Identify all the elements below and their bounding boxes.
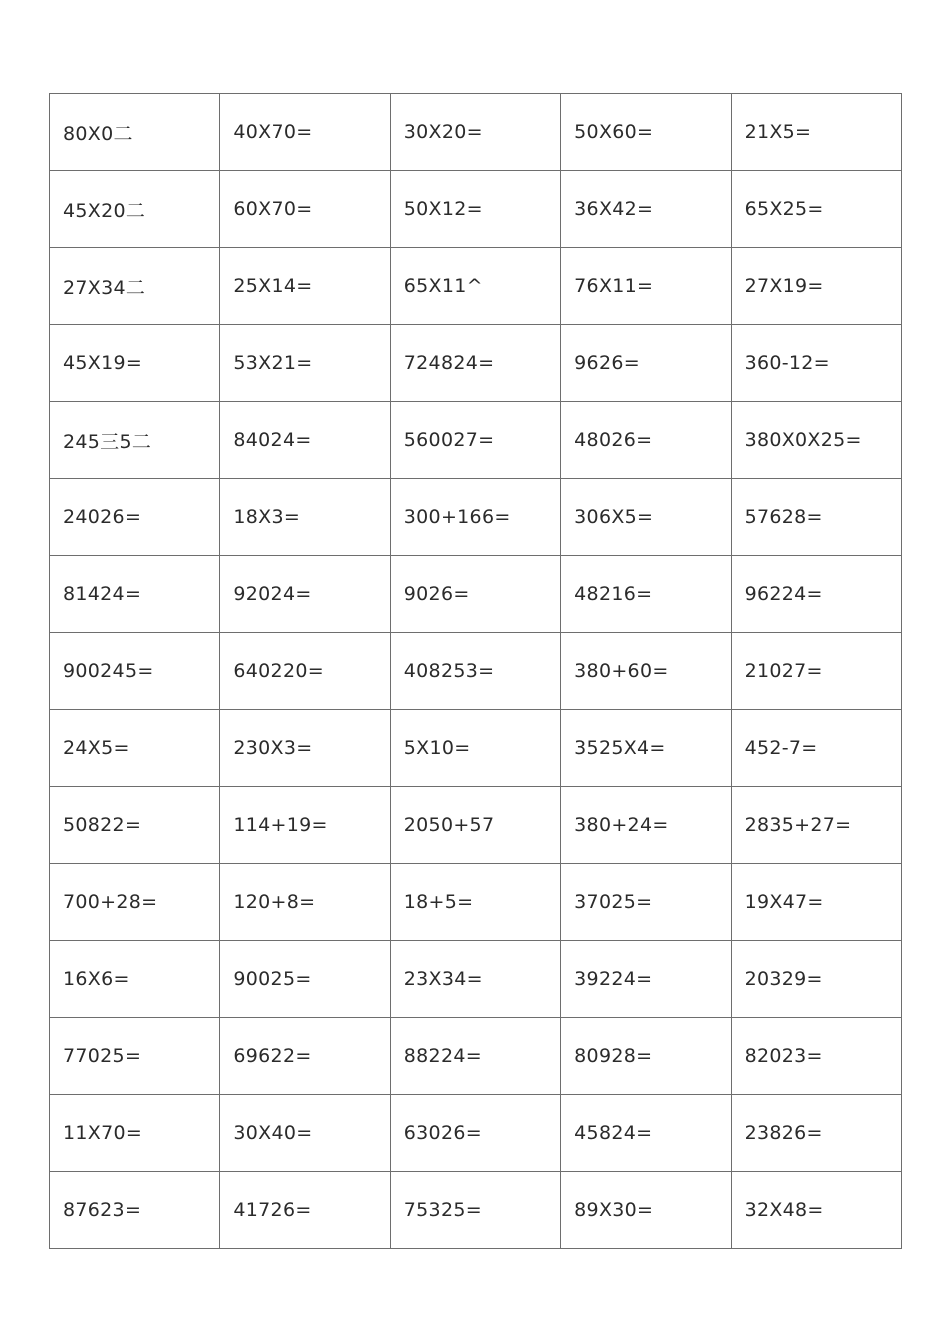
problem-cell: 25X14= — [220, 248, 390, 325]
problem-cell: 30X40= — [220, 1095, 390, 1172]
problem-cell: 53X21= — [220, 325, 390, 402]
problem-cell: 19X47= — [731, 864, 901, 941]
worksheet-body — [50, 94, 902, 1249]
problem-cell: 18X3= — [220, 479, 390, 556]
problem-cell: 380+60= — [561, 633, 731, 710]
problem-cell: 408253= — [390, 633, 560, 710]
problem-cell: 27X34二 — [50, 248, 220, 325]
table-row — [50, 479, 902, 556]
table-row — [50, 941, 902, 1018]
problem-cell: 230X3= — [220, 710, 390, 787]
problem-cell: 700+28= — [50, 864, 220, 941]
problem-cell: 50X12= — [390, 171, 560, 248]
problem-cell: 92024= — [220, 556, 390, 633]
problem-cell: 96224= — [731, 556, 901, 633]
problem-cell: 65X11^ — [390, 248, 560, 325]
problem-cell: 88224= — [390, 1018, 560, 1095]
table-row — [50, 787, 902, 864]
table-row — [50, 171, 902, 248]
problem-cell: 45824= — [561, 1095, 731, 1172]
problem-cell: 57628= — [731, 479, 901, 556]
problem-cell: 300+166= — [390, 479, 560, 556]
problem-cell: 36X42= — [561, 171, 731, 248]
problem-cell: 114+19= — [220, 787, 390, 864]
problem-cell: 640220= — [220, 633, 390, 710]
problem-cell: 9626= — [561, 325, 731, 402]
table-row — [50, 248, 902, 325]
problem-cell: 90025= — [220, 941, 390, 1018]
problem-cell: 380X0X25= — [731, 402, 901, 479]
table-row — [50, 402, 902, 479]
problem-cell: 560027= — [390, 402, 560, 479]
problem-cell: 5X10= — [390, 710, 560, 787]
table-row — [50, 556, 902, 633]
problem-cell: 50822= — [50, 787, 220, 864]
table-row — [50, 325, 902, 402]
problem-cell: 77025= — [50, 1018, 220, 1095]
table-row — [50, 864, 902, 941]
problem-cell: 45X19= — [50, 325, 220, 402]
problem-cell: 245三5二 — [50, 402, 220, 479]
table-row — [50, 1018, 902, 1095]
problem-cell: 9026= — [390, 556, 560, 633]
problem-cell: 11X70= — [50, 1095, 220, 1172]
problem-cell: 2835+27= — [731, 787, 901, 864]
problem-cell: 23X34= — [390, 941, 560, 1018]
table-row — [50, 1172, 902, 1249]
problem-cell: 60X70= — [220, 171, 390, 248]
problem-cell: 21X5= — [731, 94, 901, 171]
problem-cell: 45X20二 — [50, 171, 220, 248]
problem-cell: 65X25= — [731, 171, 901, 248]
table-row — [50, 1095, 902, 1172]
table-row — [50, 710, 902, 787]
problem-cell: 48026= — [561, 402, 731, 479]
problem-cell: 48216= — [561, 556, 731, 633]
problem-cell: 39224= — [561, 941, 731, 1018]
problem-cell: 69622= — [220, 1018, 390, 1095]
problem-cell: 306X5= — [561, 479, 731, 556]
table-row — [50, 94, 902, 171]
problem-cell: 84024= — [220, 402, 390, 479]
problem-cell: 724824= — [390, 325, 560, 402]
problem-cell: 75325= — [390, 1172, 560, 1249]
problem-cell: 2050+57 — [390, 787, 560, 864]
problem-cell: 24X5= — [50, 710, 220, 787]
problem-cell: 900245= — [50, 633, 220, 710]
problem-cell: 27X19= — [731, 248, 901, 325]
problem-cell: 80928= — [561, 1018, 731, 1095]
problem-cell: 18+5= — [390, 864, 560, 941]
table-row — [50, 633, 902, 710]
problem-cell: 23826= — [731, 1095, 901, 1172]
problem-cell: 76X11= — [561, 248, 731, 325]
problem-cell: 120+8= — [220, 864, 390, 941]
problem-cell: 40X70= — [220, 94, 390, 171]
problem-cell: 50X60= — [561, 94, 731, 171]
problem-cell: 89X30= — [561, 1172, 731, 1249]
problem-cell: 16X6= — [50, 941, 220, 1018]
problem-cell: 21027= — [731, 633, 901, 710]
problem-cell: 360-12= — [731, 325, 901, 402]
problem-cell: 452-7= — [731, 710, 901, 787]
problem-cell: 3525X4= — [561, 710, 731, 787]
problem-cell: 32X48= — [731, 1172, 901, 1249]
problem-cell: 80X0二 — [50, 94, 220, 171]
problem-cell: 380+24= — [561, 787, 731, 864]
problem-cell: 81424= — [50, 556, 220, 633]
problem-cell: 30X20= — [390, 94, 560, 171]
problem-cell: 82023= — [731, 1018, 901, 1095]
problem-cell: 24026= — [50, 479, 220, 556]
problem-cell: 37025= — [561, 864, 731, 941]
problem-cell: 63026= — [390, 1095, 560, 1172]
problem-cell: 41726= — [220, 1172, 390, 1249]
arithmetic-worksheet-table — [49, 93, 902, 1249]
problem-cell: 20329= — [731, 941, 901, 1018]
problem-cell: 87623= — [50, 1172, 220, 1249]
